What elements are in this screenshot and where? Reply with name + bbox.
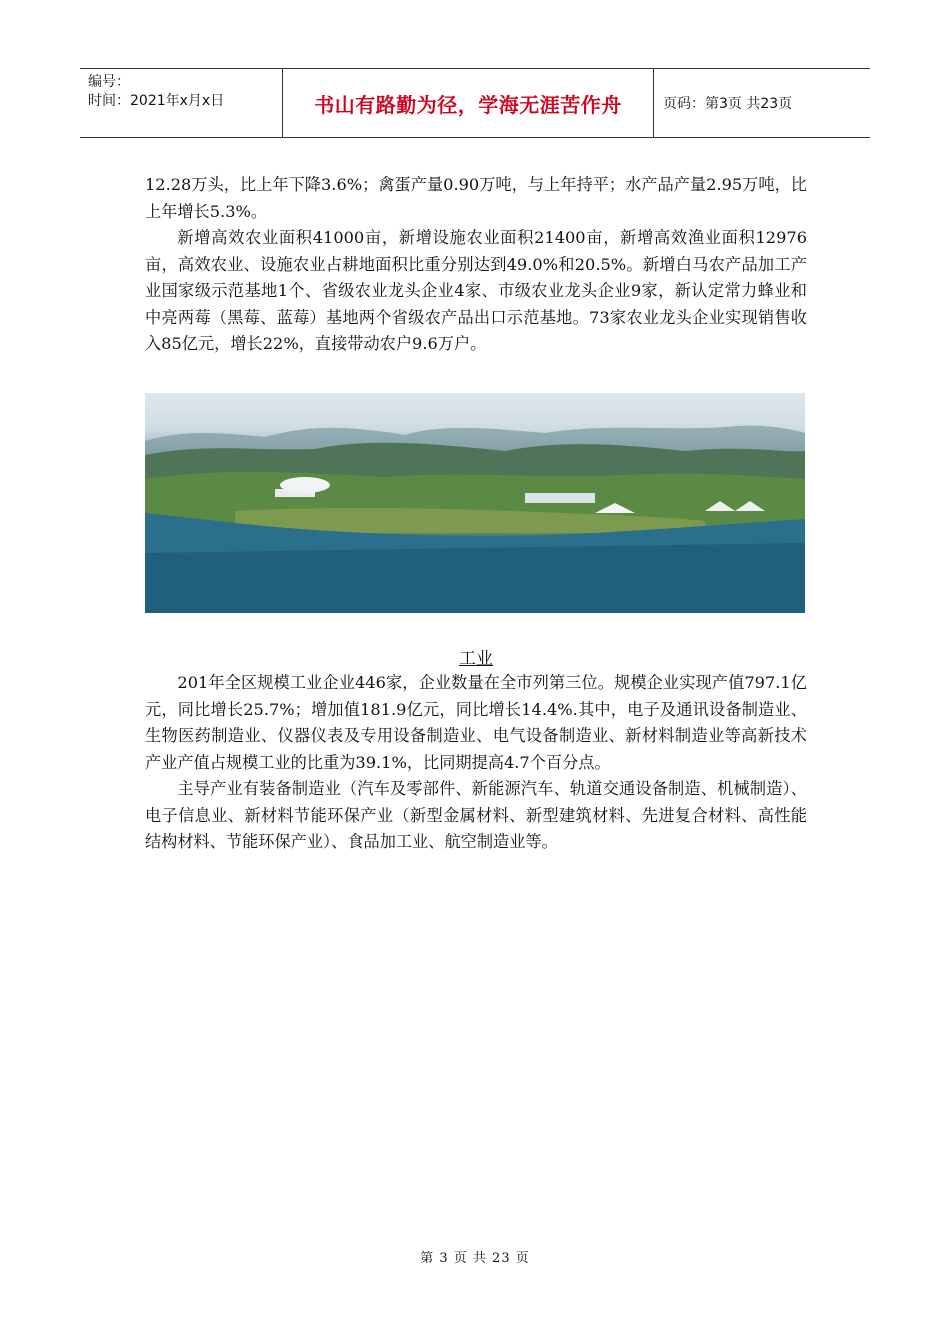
agriculture-text (145, 172, 807, 358)
landscape-illustration (145, 393, 805, 613)
document-header (80, 68, 870, 138)
document-number-label: 编号： (88, 74, 130, 90)
header-motto: 书山有路勤为径，学海无涯苦作舟 (282, 69, 654, 137)
paragraph-leading-industries: 主导产业有装备制造业（汽车及零部件、新能源汽车、轨道交通设备制造、机械制造）、电子信息业、新材料节能环保产业（新型金属材料、新型建筑材料、先进复合材料、高性能结构材料、节能环保产业）、食品加工业、航空制造业等。 (145, 779, 807, 851)
header-page-code: 页码：第3页 共23页 (663, 96, 793, 112)
page-footer: 第 3 页 共 23 页 (420, 1251, 530, 1266)
header-left-cell (80, 69, 282, 137)
section-title-industry: 工业 (459, 649, 493, 669)
paragraph-industry-scale: 201年全区规模工业企业446家，企业数量在全市列第三位。规模企业实现产值797.1亿元，同比增长25.7%；增加值181.9亿元，同比增长14.4%.其中，电子及通讯设备制造业、生物医药制造业、仪器仪表及专用设备制造业、电气设备制造业、新材料制造业等高新技术产业产值占规模工业的比重为39.1%，比同期提高4.7个百分点。 (145, 673, 807, 772)
paragraph-livestock: 12.28万头，比上年下降3.6%；禽蛋产量0.90万吨，与上年持平；水产品产量2.95万吨，比上年增长5.3%。 (145, 175, 807, 221)
paragraph-efficient-agriculture: 新增高效农业面积41000亩，新增设施农业面积21400亩，新增高效渔业面积12976亩，高效农业、设施农业占耕地面积比重分别达到49.0%和20.5%。新增白马农产品加工产业国家级示范基地1个、省级农业龙头企业4家、市级农业龙头企业9家，新认定常力蜂业和中亮两莓（黑莓、蓝莓）基地两个省级农产品出口示范基地。73家农业龙头企业实现销售收入85亿元，增长22%，直接带动农户9.6万户。 (145, 228, 807, 353)
industry-text (145, 670, 807, 856)
document-date-label: 时间：2021年x月x日 (88, 93, 225, 109)
lakeside-landscape-photo (145, 393, 805, 613)
